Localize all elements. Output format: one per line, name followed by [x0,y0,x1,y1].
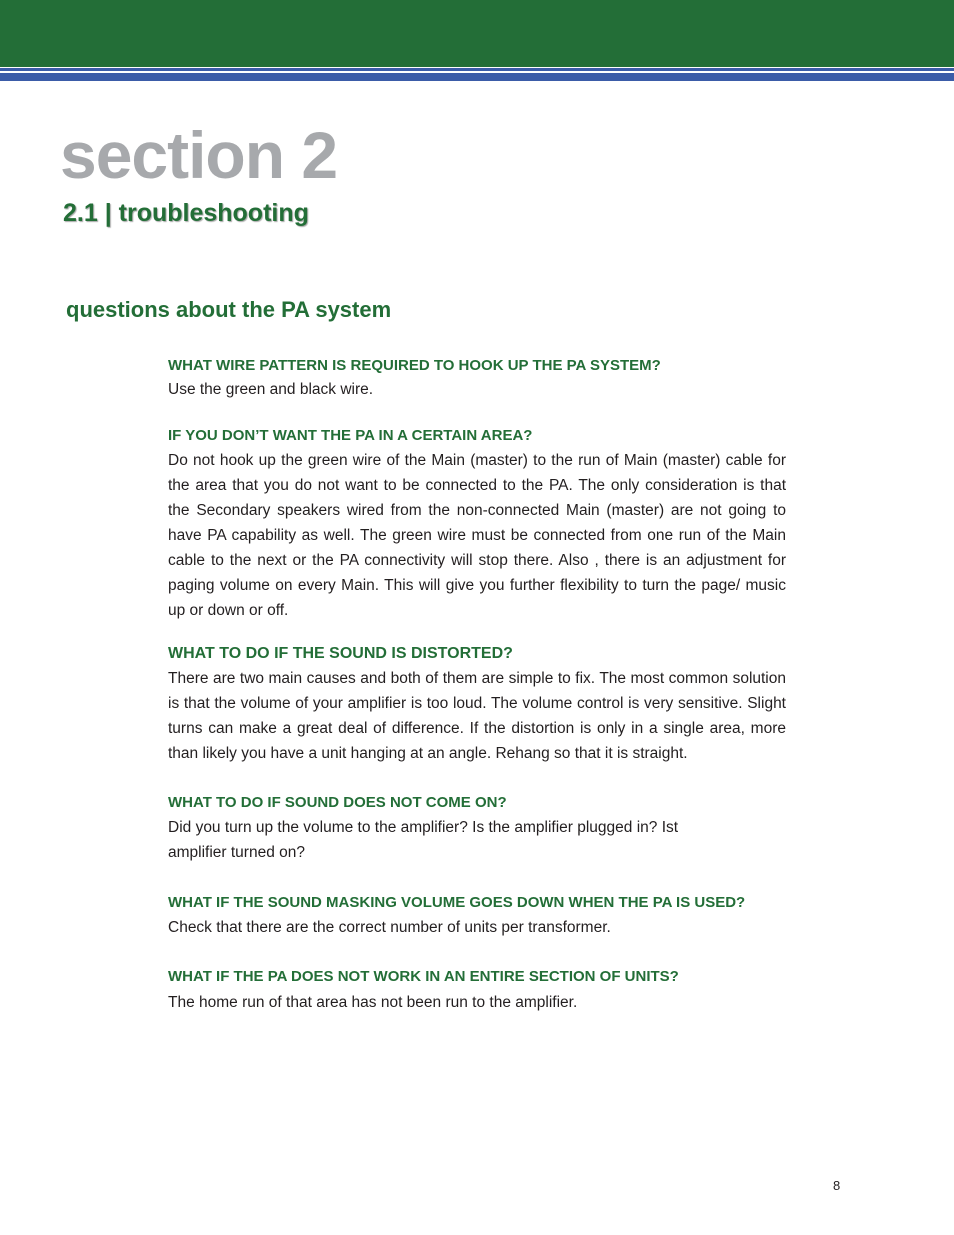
header-rule-thick [0,73,954,81]
qa-item-section-units [168,967,786,1015]
answer: The home run of that area has not been run to the amplifier. [168,994,578,1011]
answer: There are two main causes and both of them are simple to fix. The most common solution is that the volume of your amplifier is too loud. The volume control is very sensitive. Slight turns can make a great deal of difference. If the distortion is only in a single area, more than likely you have a unit hanging at an angle. Rehang so that it is straight. [168,670,786,762]
header-band [0,0,954,67]
question: IF YOU DON’T WANT THE PA IN A CERTAIN AREA? [168,427,533,444]
qa-item-distorted [168,644,786,766]
header-rule-thin [0,68,954,71]
question: WHAT WIRE PATTERN IS REQUIRED TO HOOK UP THE PA SYSTEM? [168,357,661,374]
answer: Use the green and black wire. [168,381,374,398]
answer: Check that there are the correct number of units per transformer. [168,919,611,936]
section-subtitle: 2.1 | troubleshooting [63,199,309,227]
answer: Do not hook up the green wire of the Main (master) to the run of Main (master) cable for the area that you do not want to be connected to the PA. The only consideration is that the Secondary speakers wired from the non-connected Main (master) are not going to have PA capability as well. The green wire must be connected from one run of the Main cable to the next or the PA connectivity will stop there. Also , there is an adjustment for paging volume on every Main. This will give you further flexibility to turn the page/ music up or down or off. [168,452,786,619]
group-title: questions about the PA system [66,297,392,322]
qa-item-exclude-area [168,426,786,623]
section-title: section 2 [60,118,338,192]
question: WHAT IF THE SOUND MASKING VOLUME GOES DOWN WHEN THE PA IS USED? [168,894,746,911]
question: WHAT TO DO IF SOUND DOES NOT COME ON? [168,794,507,811]
answer-line: amplifier turned on? [168,844,305,861]
qa-item-wire-pattern [168,356,786,402]
qa-item-masking-volume [168,893,786,940]
question: WHAT TO DO IF THE SOUND IS DISTORTED? [168,645,513,662]
page-number: 8 [833,1178,841,1193]
answer-line: Did you turn up the volume to the amplifier? Is the amplifier plugged in? Ist [168,819,679,836]
question: WHAT IF THE PA DOES NOT WORK IN AN ENTIRE SECTION OF UNITS? [168,968,679,985]
answer [168,815,786,865]
qa-item-no-sound [168,793,786,865]
